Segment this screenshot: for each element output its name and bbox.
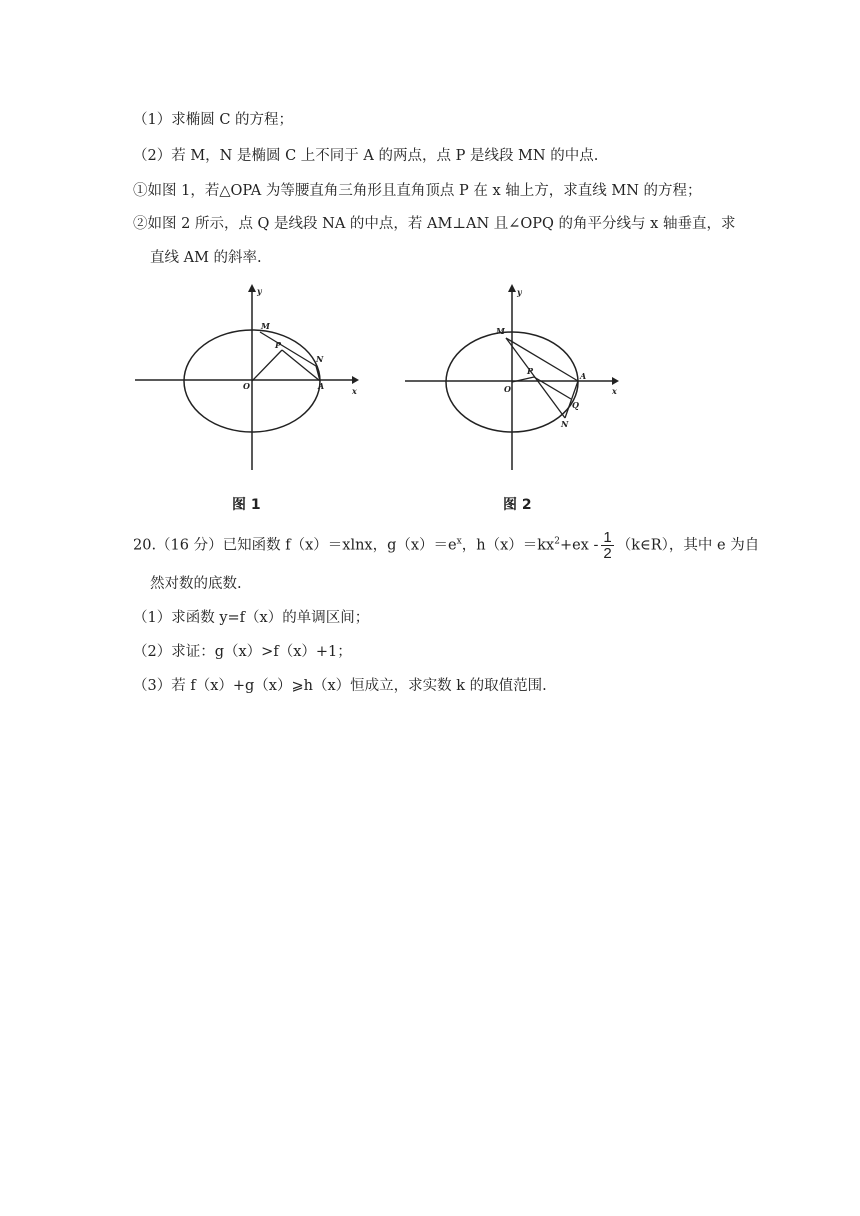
figure-1 [130, 280, 370, 480]
line-q2-1: ①如图 1，若△OPA 为等腰直角三角形且直角顶点 P 在 x 轴上方，求直线 MN 的方程； [133, 183, 702, 199]
p20-h: ，h（x）＝kx [461, 537, 555, 554]
figure-2-caption: 图 2 [503, 497, 532, 513]
figure-2 [400, 280, 640, 480]
figure-1-caption: 图 1 [232, 497, 261, 513]
problem-20-cont: 然对数的底数. [150, 576, 242, 592]
fig2-label-p: P [527, 366, 534, 376]
p20-after: （k∈R），其中 e 为自 [616, 537, 760, 554]
fig2-label-x: x [612, 386, 617, 396]
fig2-label-m: M [496, 326, 505, 336]
p20-head: 20.（16 分）已知函数 f（x）＝xlnx，g（x）＝e [133, 537, 457, 554]
problem-20-statement [133, 530, 759, 561]
p20-h-rest: +ex - [559, 537, 599, 554]
line-q2: （2）若 M，N 是椭圆 C 上不同于 A 的两点，点 P 是线段 MN 的中点. [133, 148, 599, 164]
fig2-label-n: N [561, 419, 569, 429]
fig2-label-o: O [504, 384, 511, 394]
problem-20-q2: （2）求证：g（x）>f（x）+1； [133, 644, 352, 660]
line-q2-2-cont: 直线 AM 的斜率. [150, 250, 262, 266]
fig2-label-q: Q [572, 400, 579, 410]
line-q2-2: ②如图 2 所示，点 Q 是线段 NA 的中点，若 AM⊥AN 且∠OPQ 的角平分线与 x 轴垂直，求 [133, 216, 736, 232]
fig1-label-n: N [316, 354, 324, 364]
fig2-label-y: y [517, 287, 522, 297]
fig1-label-p: P [275, 340, 282, 350]
fig1-label-a: A [318, 381, 325, 391]
p20-h-sup: 2 [554, 536, 560, 547]
fig1-label-y: y [257, 286, 262, 296]
problem-20-q3: （3）若 f（x）+g（x）⩾h（x）恒成立，求实数 k 的取值范围. [133, 678, 547, 694]
fig1-label-o: O [243, 381, 250, 391]
fig2-label-a: A [580, 371, 587, 381]
line-q1: （1）求椭圆 C 的方程； [133, 112, 294, 128]
p20-g-sup: x [456, 536, 462, 547]
fig1-label-m: M [261, 321, 270, 331]
problem-20-q1: （1）求函数 y=f（x）的单调区间； [133, 610, 370, 626]
fraction-one-half [601, 530, 613, 561]
frac-num: 1 [603, 529, 612, 546]
frac-den: 2 [603, 545, 612, 562]
fig1-label-x: x [352, 386, 357, 396]
